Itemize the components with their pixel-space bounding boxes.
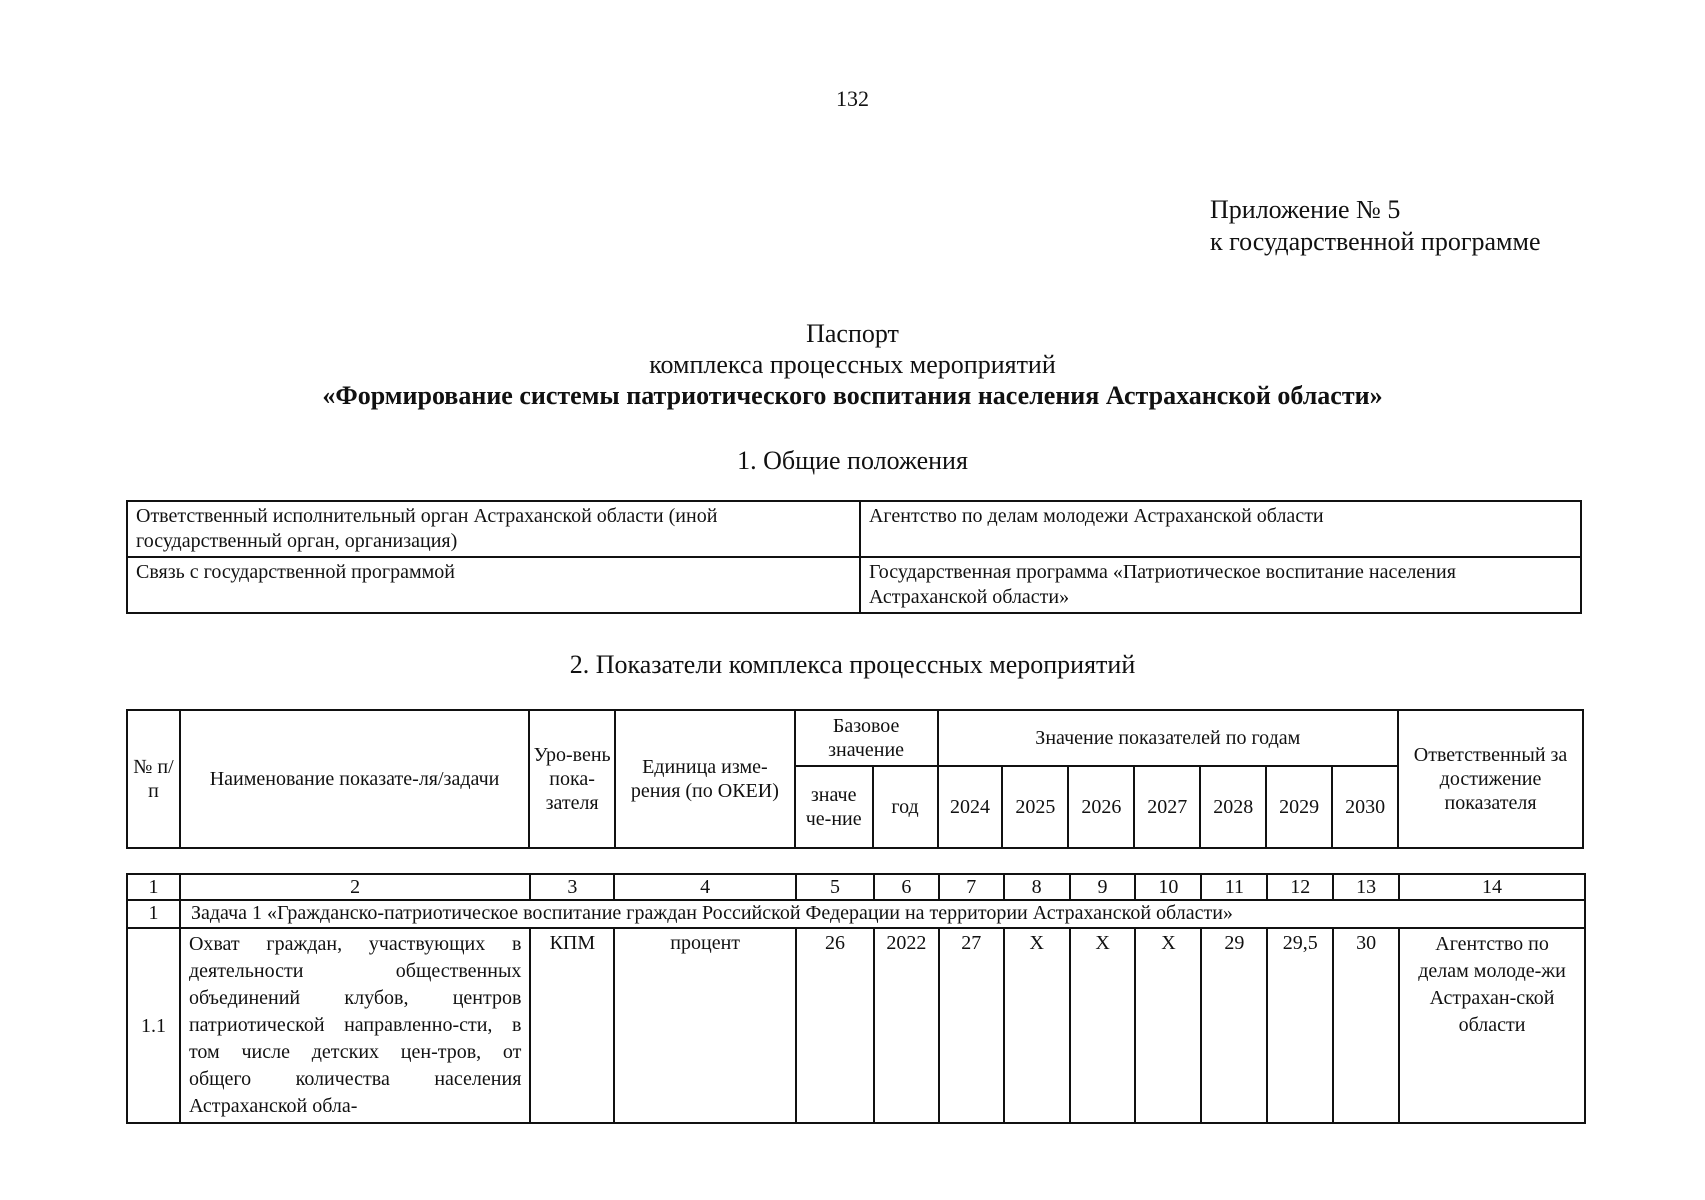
table-row [127, 928, 1585, 1123]
column-number-row [127, 874, 1585, 900]
header-base: Базовое значение [795, 710, 938, 766]
header-base-value: значе че-ние [795, 766, 873, 848]
title-line-1: Паспорт [806, 319, 899, 348]
header-level: Уро-вень пока-зателя [529, 710, 615, 848]
task-text: Задача 1 «Гражданско-патриотическое воспитание граждан Российской Федерации на территории Астраханской области» [180, 900, 1585, 928]
indicator-unit: процент [614, 928, 796, 1123]
indicator-value-2025: Х [1004, 928, 1070, 1123]
section-2-heading: 2. Показатели комплекса процессных мероприятий [569, 650, 1136, 679]
header-year: 2028 [1200, 766, 1266, 848]
indicator-value-2030: 30 [1333, 928, 1399, 1123]
indicator-num: 1.1 [127, 928, 180, 1123]
indicator-name: Охват граждан, участвующих в деятельности общественных объединений клубов, центров патриотической направленно-сти, в том числе детских цен-тров, от общего количества населения Астраханской обла- [180, 928, 530, 1123]
header-base-year: год [873, 766, 938, 848]
column-number: 8 [1004, 874, 1070, 900]
indicator-value-2024: 27 [939, 928, 1004, 1123]
appendix-line-1: Приложение № 5 [1210, 195, 1401, 224]
title-line-2: комплекса процессных мероприятий [649, 350, 1056, 379]
indicator-base-value: 26 [796, 928, 874, 1123]
header-year: 2027 [1134, 766, 1200, 848]
column-number: 1 [127, 874, 180, 900]
table-row [127, 557, 1581, 613]
document-title [0, 318, 1705, 411]
column-number: 3 [530, 874, 614, 900]
table-row [127, 501, 1581, 557]
section-1-heading: 1. Общие положения [737, 446, 968, 475]
column-number: 5 [796, 874, 874, 900]
column-number: 6 [874, 874, 939, 900]
header-name: Наименование показате-ля/задачи [180, 710, 529, 848]
column-number: 11 [1201, 874, 1267, 900]
indicator-value-2029: 29,5 [1267, 928, 1333, 1123]
column-number: 7 [939, 874, 1004, 900]
indicator-value-2026: Х [1070, 928, 1136, 1123]
indicator-base-year: 2022 [874, 928, 939, 1123]
column-number: 14 [1399, 874, 1585, 900]
appendix-note [1210, 194, 1541, 258]
title-line-3: «Формирование системы патриотического воспитания населения Астраханской области» [322, 381, 1383, 410]
column-number: 2 [180, 874, 530, 900]
appendix-line-2: к государственной программе [1210, 227, 1541, 256]
task-num: 1 [127, 900, 180, 928]
general-value-cell: Агентство по делам молодежи Астраханской области [860, 501, 1581, 557]
header-year: 2024 [938, 766, 1003, 848]
header-years-group: Значение показателей по годам [938, 710, 1399, 766]
column-number: 13 [1333, 874, 1399, 900]
indicators-body-table [126, 873, 1586, 1124]
column-number: 9 [1070, 874, 1136, 900]
header-year: 2029 [1266, 766, 1332, 848]
task-row [127, 900, 1585, 928]
column-number: 12 [1267, 874, 1333, 900]
header-year: 2030 [1332, 766, 1398, 848]
header-row [127, 710, 1583, 766]
header-num: № п/п [127, 710, 180, 848]
indicator-value-2027: Х [1135, 928, 1201, 1123]
general-value-cell: Государственная программа «Патриотическое воспитание населения Астраханской области» [860, 557, 1581, 613]
general-label-cell: Ответственный исполнительный орган Астраханской области (иной государственный орган, организация) [127, 501, 860, 557]
indicator-level: КПМ [530, 928, 614, 1123]
header-unit: Единица изме-рения (по ОКЕИ) [615, 710, 795, 848]
indicators-header-table [126, 709, 1584, 849]
header-year: 2026 [1068, 766, 1134, 848]
column-number: 4 [614, 874, 796, 900]
header-year: 2025 [1002, 766, 1068, 848]
page-number: 132 [836, 86, 869, 111]
general-provisions-table [126, 500, 1582, 614]
header-responsible: Ответственный за достижение показателя [1398, 710, 1583, 848]
column-number: 10 [1135, 874, 1201, 900]
indicator-value-2028: 29 [1201, 928, 1267, 1123]
general-label-cell: Связь с государственной программой [127, 557, 860, 613]
indicator-responsible: Агентство по делам молоде-жи Астрахан-ской области [1399, 928, 1585, 1123]
